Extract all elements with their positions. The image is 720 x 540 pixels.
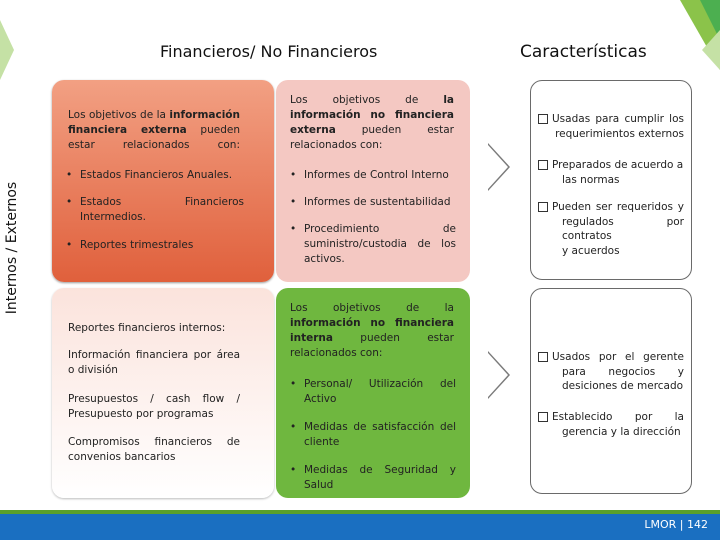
externos-financieros-intro: Los objetivos de la información financiera externa pueden estar relacionados con:	[68, 109, 240, 151]
internos-no-financieros-bullet-2: • Medidas de satisfacción del	[288, 420, 456, 435]
internos-no-financieros-bullet-1-cont: Activo	[304, 393, 337, 405]
header-financieros: Financieros/ No Financieros	[160, 42, 378, 61]
internos-no-financieros-intro: Los objetivos de la información no financiera interna pueden estar relacionados con:	[290, 302, 454, 359]
checkbox-icon	[538, 202, 548, 212]
checkbox-icon	[538, 412, 548, 422]
internos-financieros-line-1: Información financiera por área o división	[68, 349, 240, 376]
corner-accent	[640, 0, 720, 70]
arrow-internos-fill	[488, 353, 508, 397]
internos-no-financieros-bullet-2-cont: cliente	[304, 436, 340, 448]
externos-no-financieros-intro: Los objetivos de la información no financiera externa pueden estar relacionados con:	[290, 94, 454, 151]
internos-no-financieros-bullet-3: • Medidas de Seguridad y	[288, 463, 456, 478]
internos-financieros-line-2: Presupuestos / cash flow / Presupuesto por programas	[68, 393, 240, 420]
internos-financieros-line-3: Compromisos financieros de convenios bancarios	[68, 436, 240, 463]
left-accent	[0, 20, 20, 80]
externos-financieros-bullet-2-cont: Intermedios.	[80, 211, 146, 223]
internos-financieros-title: Reportes financieros internos:	[68, 322, 226, 334]
checkbox-icon	[538, 352, 548, 362]
externos-no-financieros-bullet-3: • Procedimiento de	[288, 222, 456, 237]
externos-financieros-bullet-3: • Reportes trimestrales	[64, 238, 254, 253]
externos-no-financieros-bullet-2: • Informes de sustentabilidad	[288, 195, 464, 210]
caracteristica-externos-2: Preparados de acuerdo a las normas	[538, 158, 684, 187]
arrow-externos-fill	[488, 145, 508, 189]
caracteristica-externos-3: Pueden ser requeridos y regulados por contratos y acuerdos	[538, 200, 684, 258]
caracteristica-internos-1: Usados por el gerente para negocios y desiciones de mercado	[538, 350, 684, 394]
checkbox-icon	[538, 160, 548, 170]
externos-no-financieros-bullet-1: • Informes de Control Interno	[288, 168, 464, 183]
page-number: LMOR | 142	[644, 518, 708, 531]
footer	[0, 514, 720, 540]
caracteristica-externos-1: Usadas para cumplir los requerimientos externos	[538, 112, 684, 141]
externos-financieros-bullet-2: • Estados Financieros	[64, 195, 244, 210]
internos-no-financieros-bullet-3-cont: Salud	[304, 479, 334, 491]
internos-no-financieros-bullet-1: • Personal/ Utilización del	[288, 377, 456, 392]
externos-no-financieros-bullet-3-cont: suministro/custodia de los activos.	[304, 238, 456, 265]
externos-financieros-bullet-1: • Estados Financieros Anuales.	[64, 168, 254, 183]
header-caracteristicas: Características	[520, 42, 647, 62]
caracteristica-internos-2: Establecido por la gerencia y la dirección	[538, 410, 684, 439]
vertical-label: Internos / Externos	[4, 181, 20, 315]
checkbox-icon	[538, 114, 548, 124]
